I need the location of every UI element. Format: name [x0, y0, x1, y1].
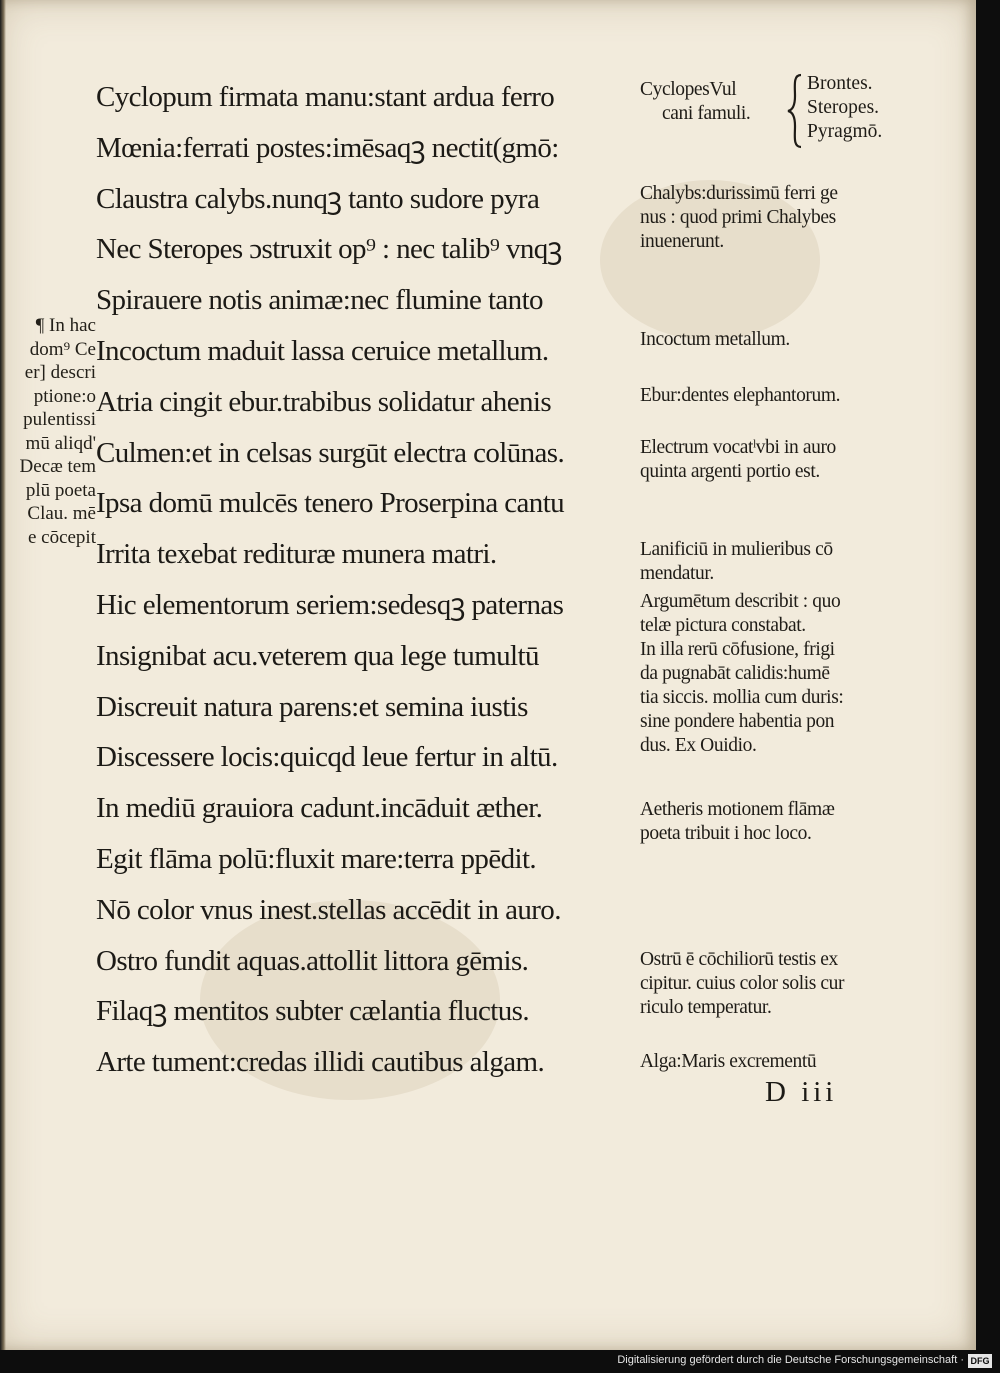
gloss-line: Incoctum metallum.	[640, 329, 790, 350]
verse-line: Incoctum maduit lassa ceruice metallum.	[96, 334, 549, 367]
gloss-line: Ostrū ē cōchiliorū testis ex	[640, 949, 838, 970]
left-margin-fragment	[0, 314, 96, 549]
gloss-line: In illa rerū cōfusione, frigi	[640, 639, 835, 660]
verse-line: Culmen:et in celsas surgūt electra colūnas.	[96, 436, 565, 469]
verse-line: Irrita texebat redituræ munera matri.	[96, 538, 497, 571]
cyclopes-names-group	[785, 72, 935, 152]
gloss-line: Ebur:dentes elephantorum.	[640, 385, 841, 406]
gloss-electrum	[640, 436, 930, 484]
gloss-ebur	[640, 384, 930, 408]
fragment-line: Clau. mē	[27, 503, 96, 524]
gloss-argumentum	[640, 590, 930, 758]
gloss-line: telæ pictura constabat.	[640, 615, 806, 636]
verse-line: Ipsa domū mulcēs tenero Proserpina cantu	[96, 487, 565, 520]
verse-line: Discessere locis:quicqd leue fertur in altū.	[96, 741, 558, 774]
gloss-line: poeta tribuit i hoc loco.	[640, 823, 812, 844]
verse-line: Insignibat acu.veterem qua lege tumultū	[96, 639, 539, 672]
gloss-line: mendatur.	[640, 563, 714, 584]
fragment-line: pulentissi	[23, 409, 96, 430]
gloss-line: cipitur. cuius color solis cur	[640, 973, 845, 994]
gloss-line: Chalybs:durissimū ferri ge	[640, 183, 838, 204]
gloss-alga	[640, 1050, 930, 1074]
fragment-line: mū aliqd'	[25, 432, 96, 454]
gloss-line: da pugnabāt calidis:humē	[640, 663, 830, 684]
gloss-line: sine pondere habentia pon	[640, 711, 835, 732]
verse-line: Discreuit natura parens:et semina iustis	[96, 690, 528, 723]
dfg-logo-icon: DFG	[968, 1354, 992, 1368]
fragment-line: Decæ tem	[19, 456, 96, 477]
verse-line: Filaqꝫ mentitos subter cælantia fluctus.	[96, 995, 529, 1028]
verse-line: Claustra calybs.nunqꝫ tanto sudore pyra	[96, 182, 540, 215]
signature-mark: D iii	[765, 1076, 838, 1108]
cyclops-name: Brontes.	[807, 73, 873, 94]
verse-line: Spirauere notis animæ:nec flumine tanto	[96, 284, 543, 317]
fragment-line: ¶ In hac	[35, 315, 96, 336]
gloss-lanificium	[640, 538, 930, 586]
fragment-line: plū poeta	[25, 479, 96, 501]
gloss-ostrum	[640, 948, 930, 1020]
verse-line: Nec Steropes ɔstruxit op⁹ : nec talib⁹ vnqꝫ	[96, 233, 562, 266]
verse-line: Nō color vnus inest.stellas accēdit in auro.	[96, 893, 561, 926]
cyclops-name: Pyragmō.	[807, 121, 883, 142]
funding-notice: Digitalisierung gefördert durch die Deutsche Forschungsgemeinschaft ·	[617, 1354, 964, 1366]
verse-line: Arte tument:credas illidi cautibus algam.	[96, 1046, 545, 1079]
fragment-line: e cōcepit	[27, 526, 96, 548]
gloss-chalybs	[640, 182, 930, 254]
gloss-line: nus : quod primi Chalybes	[640, 207, 836, 228]
verse-line: Egit flāma polū:fluxit mare:terra ppēdit.	[96, 842, 537, 875]
fragment-line: er] descri	[24, 362, 96, 383]
page-spine-shadow	[0, 0, 6, 1350]
curly-brace-icon	[785, 72, 805, 150]
gloss-line: Argumētum describit : quo	[640, 591, 841, 612]
cyclopes-names	[807, 72, 882, 144]
fragment-line: ptione:o	[33, 385, 96, 407]
gloss-line: quinta argenti portio est.	[640, 461, 820, 482]
gloss-line: dus. Ex Ouidio.	[640, 735, 757, 756]
gloss-line: tia siccis. mollia cum duris:	[640, 687, 844, 708]
fragment-line: dom⁹ Ce	[29, 338, 96, 360]
gloss-line: Electrum vocatˡvbi in auro	[640, 437, 836, 458]
cyclops-name: Steropes.	[807, 97, 880, 118]
gloss-line: Lanificiū in mulieribus cō	[640, 539, 833, 560]
footer-bar	[0, 1350, 1000, 1373]
verse-line: Atria cingit ebur.trabibus solidatur ahenis	[96, 385, 552, 418]
gloss-line: Aetheris motionem flāmæ	[640, 799, 835, 820]
verse-line: In mediū grauiora cadunt.incāduit æther.	[96, 792, 543, 825]
gloss-line: inuenerunt.	[640, 231, 724, 252]
gloss-line: riculo temperatur.	[640, 997, 772, 1018]
gloss-incoctum	[640, 328, 930, 352]
verse-line: Ostro fundit aquas.attollit littora gēmis.	[96, 944, 529, 977]
gloss-line: Alga:Maris excrementū	[640, 1051, 817, 1072]
gloss-aetheris	[640, 798, 930, 846]
gloss-cyclopes	[640, 78, 785, 126]
gloss-line: cani famuli.	[662, 103, 751, 124]
gloss-line: CyclopesVul	[640, 79, 737, 100]
verse-line: Cyclopum firmata manu:stant ardua ferro	[96, 81, 555, 113]
verse-line: Hic elementorum seriem:sedesqꝫ paternas	[96, 588, 564, 621]
verse-column	[96, 72, 641, 1088]
verse-line: Mœnia:ferrati postes:imēsaqꝫ nectit(gmō:	[96, 131, 559, 164]
